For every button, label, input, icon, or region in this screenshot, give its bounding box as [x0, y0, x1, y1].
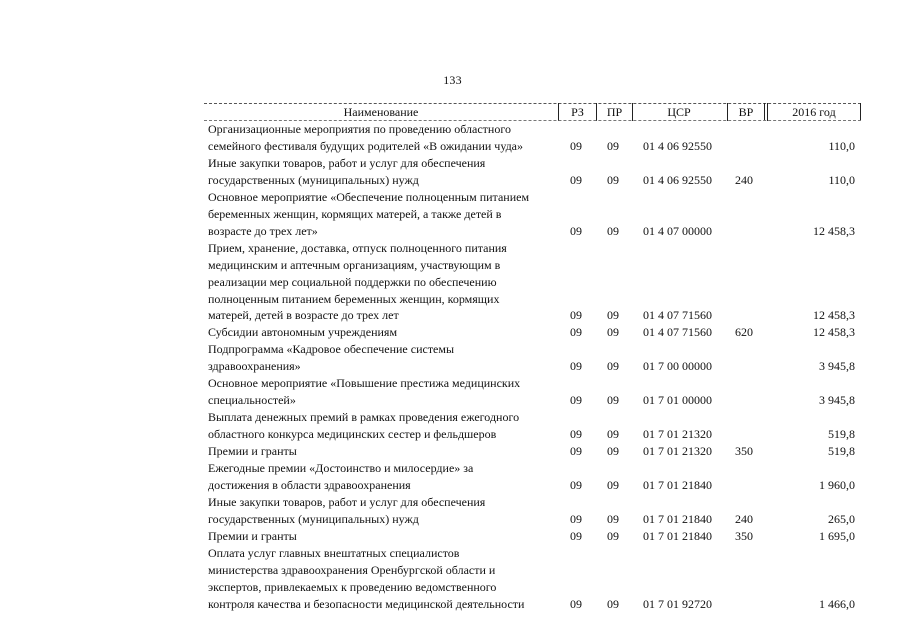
- row-pr: 09: [607, 597, 619, 611]
- row-csr: 01 4 06 92550: [643, 173, 712, 187]
- row-pr: 09: [607, 224, 619, 238]
- row-amount: 12 458,3: [813, 224, 855, 238]
- row-rz: 09: [570, 173, 582, 187]
- row-amount: 110,0: [828, 139, 855, 153]
- row-csr: 01 7 01 21840: [643, 512, 712, 526]
- row-name-line: беременных женщин, кормящих матерей, а также детей в: [208, 207, 502, 221]
- row-rz: 09: [570, 359, 582, 373]
- row-rz: 09: [570, 224, 582, 238]
- row-amount: 1 960,0: [819, 478, 855, 492]
- row-pr: 09: [607, 478, 619, 492]
- row-vr: 240: [735, 173, 753, 187]
- row-pr: 09: [607, 427, 619, 441]
- row-name-line: Премии и гранты: [208, 444, 297, 458]
- header-name: Наименование: [204, 103, 559, 121]
- row-name-line: реализации мер социальной поддержки по обеспечению: [208, 275, 497, 289]
- row-name-line: Иные закупки товаров, работ и услуг для обеспечения: [208, 495, 486, 509]
- row-name-line: Премии и гранты: [208, 529, 297, 543]
- row-name-line: Иные закупки товаров, работ и услуг для обеспечения: [208, 156, 486, 170]
- row-pr: 09: [607, 359, 619, 373]
- row-name-line: матерей, детей в возрасте до трех лет: [208, 308, 399, 322]
- header-year: 2016 год: [767, 103, 861, 121]
- header-rz: РЗ: [559, 103, 597, 121]
- row-amount: 3 945,8: [819, 393, 855, 407]
- row-name-line: достижения в области здравоохранения: [208, 478, 411, 492]
- row-csr: 01 7 01 92720: [643, 597, 712, 611]
- row-rz: 09: [570, 512, 582, 526]
- row-rz: 09: [570, 478, 582, 492]
- row-pr: 09: [607, 308, 619, 322]
- row-vr: 350: [735, 529, 753, 543]
- row-name-line: Оплата услуг главных внештатных специалистов: [208, 546, 460, 560]
- row-amount: 3 945,8: [819, 359, 855, 373]
- row-csr: 01 4 06 92550: [643, 139, 712, 153]
- row-csr: 01 7 01 21320: [643, 444, 712, 458]
- page-number: 133: [443, 73, 462, 87]
- row-name-line: Выплата денежных премий в рамках проведения ежегодного: [208, 410, 520, 424]
- row-rz: 09: [570, 308, 582, 322]
- row-pr: 09: [607, 139, 619, 153]
- row-name-line: Организационные мероприятия по проведению областного: [208, 122, 511, 136]
- row-amount: 265,0: [828, 512, 855, 526]
- row-name-line: медицинским и аптечным организациям, участвующим в: [208, 258, 501, 272]
- header-vr: ВР: [727, 103, 765, 121]
- row-name-line: Подпрограмма «Кадровое обеспечение системы: [208, 342, 455, 356]
- row-csr: 01 7 01 21320: [643, 427, 712, 441]
- row-pr: 09: [607, 325, 619, 339]
- row-rz: 09: [570, 139, 582, 153]
- row-pr: 09: [607, 393, 619, 407]
- row-amount: 1 695,0: [819, 529, 855, 543]
- row-rz: 09: [570, 444, 582, 458]
- row-name-line: экспертов, привлекаемых к проведению ведомственного: [208, 580, 497, 594]
- row-csr: 01 7 00 00000: [643, 359, 712, 373]
- row-csr: 01 4 07 71560: [643, 308, 712, 322]
- row-rz: 09: [570, 597, 582, 611]
- row-vr: 620: [735, 325, 753, 339]
- row-name-line: областного конкурса медицинских сестер и фельдшеров: [208, 427, 497, 441]
- row-csr: 01 4 07 71560: [643, 325, 712, 339]
- row-name-line: Ежегодные премии «Достоинство и милосердие» за: [208, 461, 474, 475]
- row-csr: 01 7 01 21840: [643, 529, 712, 543]
- row-name-line: министерства здравоохранения Оренбургской области и: [208, 563, 496, 577]
- row-amount: 1 466,0: [819, 597, 855, 611]
- row-rz: 09: [570, 427, 582, 441]
- row-name-line: Прием, хранение, доставка, отпуск полноценного питания: [208, 241, 507, 255]
- row-amount: 110,0: [828, 173, 855, 187]
- row-name-line: Субсидии автономным учреждениям: [208, 325, 398, 339]
- row-name-line: государственных (муниципальных) нужд: [208, 173, 419, 187]
- row-name-line: Основное мероприятие «Повышение престижа медицинских: [208, 376, 521, 390]
- row-amount: 12 458,3: [813, 325, 855, 339]
- row-pr: 09: [607, 529, 619, 543]
- row-vr: 240: [735, 512, 753, 526]
- row-amount: 519,8: [828, 444, 855, 458]
- row-rz: 09: [570, 325, 582, 339]
- row-pr: 09: [607, 512, 619, 526]
- header-pr: ПР: [597, 103, 633, 121]
- row-pr: 09: [607, 444, 619, 458]
- row-name-line: здравоохранения»: [208, 359, 301, 373]
- row-rz: 09: [570, 393, 582, 407]
- row-name-line: Основное мероприятие «Обеспечение полноценным питанием: [208, 190, 530, 204]
- row-name-line: специальностей»: [208, 393, 296, 407]
- row-rz: 09: [570, 529, 582, 543]
- row-csr: 01 4 07 00000: [643, 224, 712, 238]
- row-csr: 01 7 01 21840: [643, 478, 712, 492]
- row-amount: 12 458,3: [813, 308, 855, 322]
- header-csr: ЦСР: [667, 105, 691, 119]
- row-pr: 09: [607, 173, 619, 187]
- row-amount: 519,8: [828, 427, 855, 441]
- row-vr: 350: [735, 444, 753, 458]
- row-name-line: полноценным питанием беременных женщин, кормящих: [208, 292, 500, 306]
- row-name-line: возрасте до трех лет»: [208, 224, 318, 238]
- row-name-line: контроля качества и безопасности медицинской деятельности: [208, 597, 525, 611]
- row-name-line: семейного фестиваля будущих родителей «В ожидании чуда»: [208, 139, 523, 153]
- row-csr: 01 7 01 00000: [643, 393, 712, 407]
- row-name-line: государственных (муниципальных) нужд: [208, 512, 419, 526]
